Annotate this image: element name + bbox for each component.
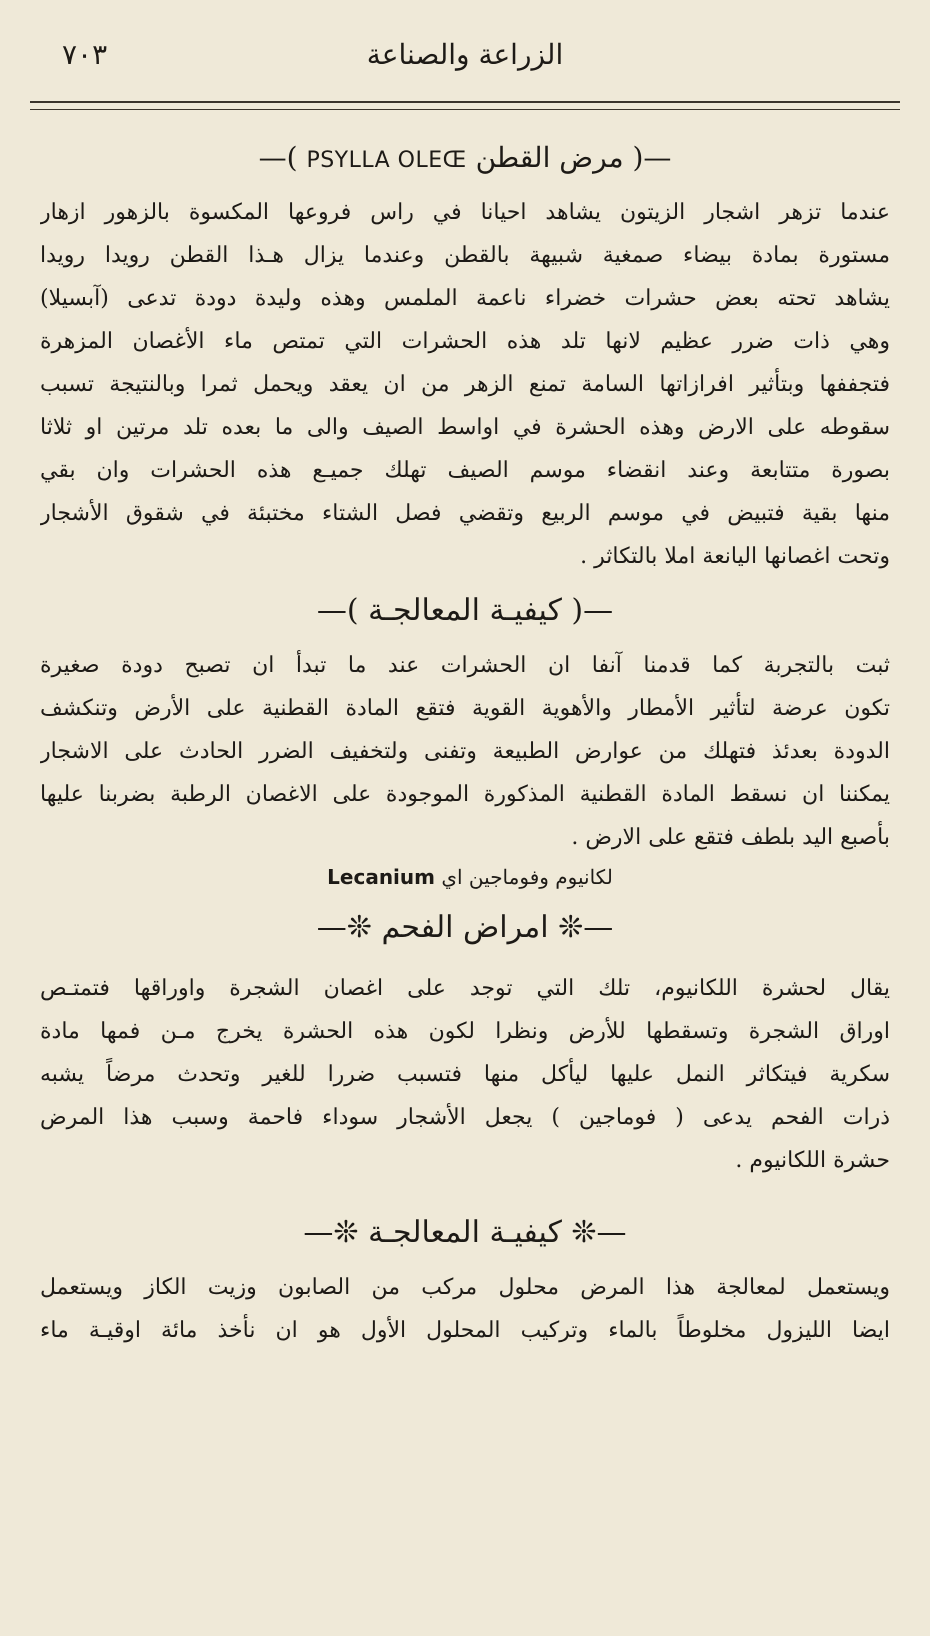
psylla-heading-close: )— [258, 141, 298, 174]
paragraph-line: وهي ذات ضرر عظيم لانها تلد هذه الحشرات التي تمتص ماء الأغصان المزهرة [40, 329, 890, 354]
paragraph-line: فتجففها وبتأثير افرازاتها السامة تمنع الزهر من ان يعقد ويحمل ثمرا وبالنتيجة تسبب [40, 372, 890, 397]
psylla-heading [40, 125, 890, 191]
charcoal-disease-heading: —❊ امراض الفحم ❊— [316, 910, 614, 945]
lecanium-paragraph [40, 967, 890, 1182]
paragraph-line: عندما تزهر اشجار الزيتون يشاهد احيانا في راس فروعها المكسوة بالزهور ازهار [40, 200, 890, 225]
paragraph-line: اوراق الشجرة وتسقطها للأرض ونظرا لكون هذه الحشرة يخرج مـن فمها مادة [40, 1019, 890, 1044]
paragraph-line: سكرية فيتكاثر النمل عليها ليأكل منها فتسبب ضررا للغير وتحدث مرضاً يشبه [40, 1062, 890, 1087]
paragraph-line: يمكننا ان نسقط المادة القطنية المذكورة الموجودة على الاغصان الرطبة بضربنا عليها [40, 782, 890, 807]
paragraph-line: يقال لحشرة اللكانيوم، تلك التي توجد على اغصان الشجرة واوراقها فتمتـص [40, 976, 890, 1001]
paragraph-line: ذرات الفحم يدعى ( فوماجين ) يجعل الأشجار سوداء فاحمة وسبب هذا المرض [40, 1105, 890, 1130]
page-number: ٧٠٣ [62, 38, 108, 71]
psylla-heading-arabic: —( مرض القطن [475, 141, 672, 174]
paragraph-line: سقوطه على الارض وهذه الحشرة في اواسط الصيف والى ما بعده تلد مرتين او ثلاثا [40, 415, 890, 440]
paragraph-line: حشرة اللكانيوم . [735, 1148, 890, 1173]
psylla-heading-latin: PSYLLA OLEŒ [306, 148, 467, 173]
paragraph-line: ثبت بالتجربة كما قدمنا آنفا ان الحشرات عند ما تبدأ ان تصبح دودة صغيرة [40, 653, 890, 678]
paragraph-line: الدودة بعدئذ فتهلك من عوارض الطبيعة وتفنى ولتخفيف الضرر الحادث على الاشجار [40, 739, 890, 764]
paragraph-line: منها بقية فتبيض في موسم الربيع وتقضي فصل الشتاء مختبئة في شقوق الأشجار [40, 501, 890, 526]
psylla-paragraph [40, 191, 890, 578]
treatment-heading-2: —❊ كيفيـة المعالجـة ❊— [303, 1215, 627, 1250]
header-rule [30, 101, 900, 110]
paragraph-line: بصورة متتابعة وعند انقضاء موسم الصيف تهلك جميـع هذه الحشرات وان بقي [40, 458, 890, 483]
paragraph-line: تكون عرضة لتأثير الأمطار والأهوية القوية فتقع المادة القطنية على الأرض وتنكشف [40, 696, 890, 721]
paragraph-line: مستورة بمادة بيضاء صمغية شبيهة بالقطن وعندما يزال هـذا القطن رويدا رويدا [40, 243, 890, 268]
page-header [44, 38, 886, 78]
treatment-heading: —( كيفيـة المعالجـة )— [316, 593, 614, 628]
lecanium-subtitle-arabic: لكانيوم وفوماجين اي [441, 865, 613, 889]
paragraph-line: ويستعمل لمعالجة هذا المرض محلول مركب من الصابون وزيت الكاز ويستعمل [40, 1275, 890, 1300]
lecanium-subtitle-latin: Lecanium [327, 865, 435, 889]
paragraph-line: يشاهد تحته بعض حشرات خضراء ناعمة الملمس وهذه وليدة دودة تدعى (آبسيلا) [40, 286, 890, 311]
treatment-paragraph-2 [40, 1266, 890, 1352]
paragraph-line: ايضا الليزول مخلوطاً بالماء وتركيب المحلول الأول هو ان نأخذ مائة اوقيـة ماء [40, 1318, 890, 1343]
treatment-paragraph [40, 644, 890, 859]
page-body [40, 125, 890, 1352]
running-title: الزراعة والصناعة [366, 38, 564, 71]
paragraph-line: بأصبع اليد بلطف فتقع على الارض . [571, 825, 890, 850]
lecanium-subtitle [40, 859, 890, 895]
paragraph-line: وتحت اغصانها اليانعة املا بالتكاثر . [580, 544, 890, 569]
